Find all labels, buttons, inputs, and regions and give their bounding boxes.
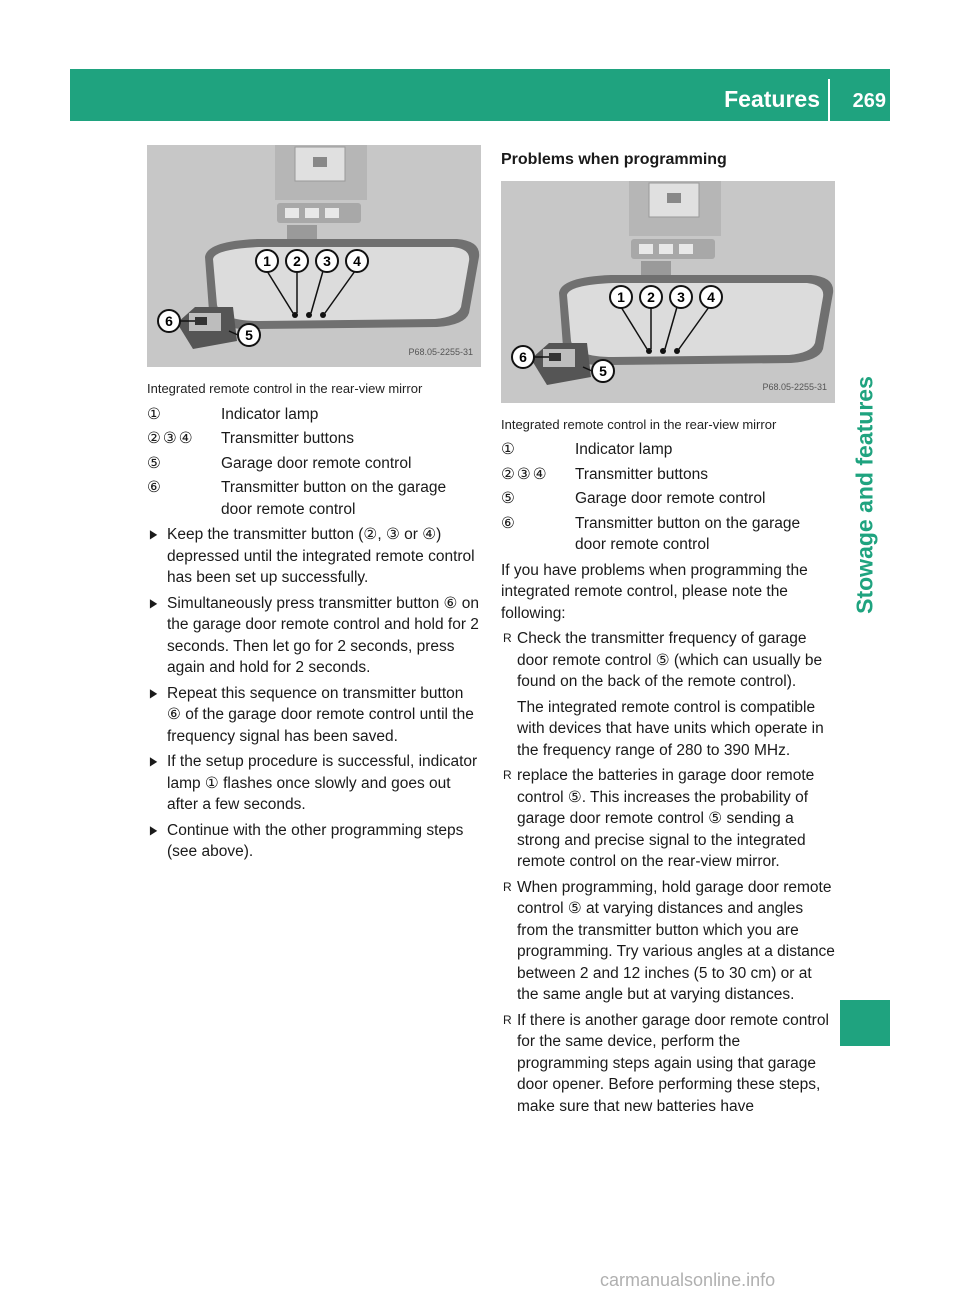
figure-caption: Integrated remote control in the rear-view mirror	[501, 416, 777, 432]
bullet-item	[501, 877, 835, 1006]
step-text: Keep the transmitter button (②, ③ or ④) depressed until the integrated remote control has been set up successfully.	[167, 526, 475, 586]
callout-5: 5	[245, 327, 253, 343]
bullet-subtext: The integrated remote control is compatible with devices that have units which operate in the frequency range of 280 to 390 MHz.	[517, 698, 824, 759]
bullet-marker-icon: R	[503, 1012, 512, 1027]
legend-key: ①	[147, 405, 163, 423]
instruction-step	[147, 683, 481, 748]
figure-code: P68.05-2255-31	[762, 382, 827, 392]
bullet-text: When programming, hold garage door remote control ⑤ at varying distances and angles from the transmitter button which you are programming. Try various angles at a distance between 2 and 12 inches (5 to 30 cm) or at the same angle but at varying distances.	[517, 878, 835, 1003]
legend-row	[501, 488, 835, 510]
bullet-marker-icon: R	[503, 631, 512, 645]
mirror-figure	[147, 145, 481, 367]
step-text: If the setup procedure is successful, indicator lamp ① flashes once slowly and goes out after a few seconds.	[167, 753, 478, 813]
legend-desc: Indicator lamp	[221, 405, 319, 423]
legend-desc: Transmitter buttons	[575, 465, 708, 483]
callout-6: 6	[165, 313, 173, 329]
legend-desc: Garage door remote control	[221, 454, 412, 472]
mirror-figure	[501, 181, 835, 403]
legend-key: ⑥	[147, 479, 163, 496]
step-arrow-icon: ▶	[149, 822, 158, 837]
step-arrow-icon: ▶	[149, 595, 158, 610]
callout-1: 1	[263, 253, 271, 269]
callout-4: 4	[707, 288, 715, 305]
legend-row	[147, 477, 481, 520]
callout-3: 3	[323, 253, 331, 269]
legend-row	[147, 404, 481, 426]
legend-key: ②③④	[147, 430, 195, 447]
callout-2: 2	[647, 288, 655, 305]
legend-desc: Transmitter button on the garage door remote control	[221, 479, 447, 518]
figure-code: P68.05-2255-31	[408, 346, 473, 357]
step-arrow-icon: ▶	[149, 527, 158, 541]
figure-caption: Integrated remote control in the rear-view mirror	[147, 381, 423, 396]
callout-2: 2	[293, 253, 301, 269]
footer-watermark[interactable]: carmanualsonline.info	[600, 1270, 776, 1290]
header-divider	[828, 79, 830, 121]
bullet-item	[501, 628, 835, 761]
mirror-illustration	[147, 145, 481, 367]
legend-row	[501, 439, 835, 461]
step-text: Continue with the other programming steps (see above).	[167, 821, 464, 860]
legend-row	[501, 513, 835, 556]
step-text: Simultaneously press transmitter button ⑥ on the garage door remote control and hold for 2 seconds. Then let go for 2 seconds, press again and hold for 2 seconds.	[167, 594, 479, 676]
legend-key: ⑥	[501, 514, 517, 532]
callout-6: 6	[519, 348, 527, 365]
legend-key: ②③④	[501, 465, 549, 483]
legend-key: ⑤	[147, 454, 163, 472]
instruction-step	[147, 593, 481, 679]
bullet-marker-icon: R	[503, 879, 512, 894]
left-column	[147, 145, 481, 867]
legend-desc: Transmitter buttons	[221, 430, 354, 447]
callout-3: 3	[677, 288, 685, 305]
figure-legend	[501, 439, 835, 556]
step-arrow-icon: ▶	[149, 685, 158, 700]
callout-5: 5	[599, 362, 607, 379]
right-column	[501, 145, 835, 1121]
callout-1: 1	[617, 288, 625, 305]
legend-desc: Transmitter button on the garage door remote control	[575, 514, 801, 553]
legend-desc: Garage door remote control	[575, 490, 766, 507]
bullet-text: replace the batteries in garage door remote control ⑤. This increases the probability of garage door remote control ⑤ sending a strong and precise signal to the integrated remote control on the rear-view mirror.	[517, 767, 815, 870]
side-tab-block	[840, 1000, 890, 1046]
side-tab	[840, 340, 890, 650]
instruction-step	[147, 524, 481, 589]
intro-paragraph: If you have problems when programming the integrated remote control, please note the following:	[501, 561, 808, 622]
step-arrow-icon: ▶	[149, 754, 158, 768]
step-text: Repeat this sequence on transmitter button ⑥ of the garage door remote control until the frequency signal has been saved.	[167, 684, 474, 745]
bullet-item	[501, 765, 835, 873]
bullet-item	[501, 1010, 835, 1118]
mirror-illustration	[501, 181, 835, 403]
bullet-text: If there is another garage door remote control for the same device, perform the programming steps again using that garage door opener. Before performing these steps, make sure that new batteries have	[517, 1011, 829, 1115]
callout-4: 4	[353, 253, 361, 269]
header-bar	[70, 69, 890, 121]
bullet-marker-icon: R	[503, 768, 512, 782]
page-number: 269	[852, 90, 886, 112]
section-title: Features	[724, 86, 820, 112]
instruction-step	[147, 751, 481, 816]
bullet-text: Check the transmitter frequency of garage door remote control ⑤ (which can usually be found on the back of the remote control).	[517, 630, 823, 690]
figure-legend	[147, 404, 481, 521]
legend-key: ①	[501, 441, 517, 458]
side-tab-title: Stowage and features	[851, 376, 878, 614]
legend-row	[501, 464, 835, 486]
legend-row	[147, 428, 481, 450]
legend-desc: Indicator lamp	[575, 441, 673, 458]
section-heading: Problems when programming	[501, 151, 727, 168]
instruction-step	[147, 820, 481, 863]
legend-key: ⑤	[501, 490, 517, 507]
legend-row	[147, 453, 481, 475]
